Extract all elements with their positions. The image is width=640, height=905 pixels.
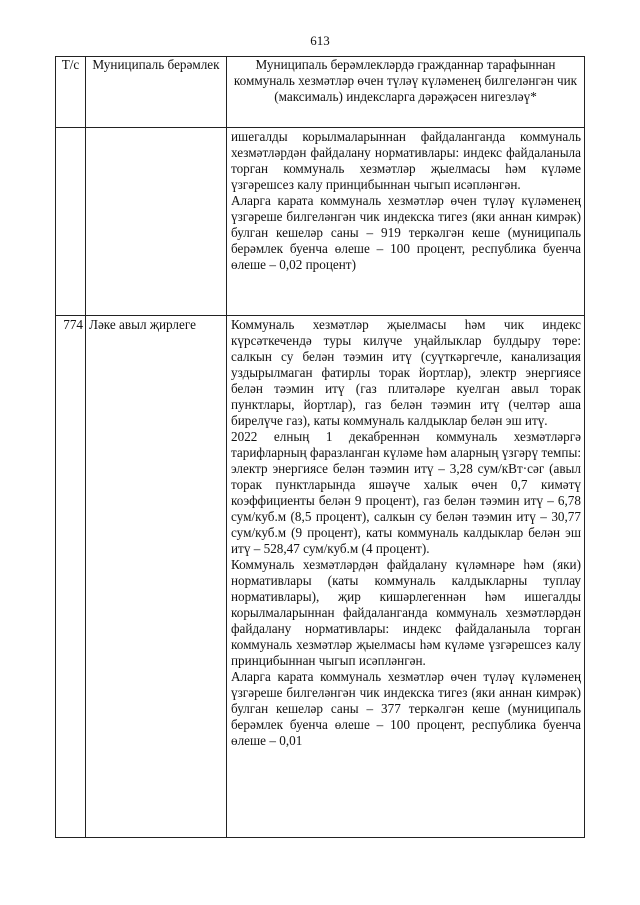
header-municipality: Муниципаль берәмлек [86,57,227,128]
table-row [56,316,585,838]
row-paragraph: Коммуналь хезмәтләрдән файдалану күләмнәре һәм (яки) нормативлары (каты коммуналь калдыкларны туплау нормативлары), җир кишәрлегеннән һәм ишегалды корылмаларыннан файдаланганда коммуналь хезмәтләрдән файдалану нормативлары: индекс файдаланыла торган коммуналь хезмәтләр җыелмасы һәм күләме үзгәрешсез калу принцибыннан чыгып исәпләнгән. [231,557,581,668]
table-row [56,128,585,316]
row-number: 774 [56,316,86,838]
index-table [55,56,585,838]
row-paragraph: 2022 елның 1 декабреннән коммуналь хезмәтләргә тарифларның фаразланган күләме һәм аларның үзгәрү темпы: электр энергиясе белән тәэмин итү – 3,28 сум/кВт·сәг (авыл торак пунктларында яшәүче халык өчен 0,7 кимәтү коэффициенты белән 9 процент), газ белән тәэмин итү – 6,78 сум/куб.м (8,5 процент), салкын су белән тәэмин итү – 30,77 сум/куб.м (9 процент), каты коммуналь калдыклар белән эш итү – 528,47 сум/куб.м (4 процент). [231,429,581,556]
header-description: Муниципаль берәмлекләрдә гражданнар тарафыннан коммуналь хезмәтләр өчен түләү күләменең билгеләнгән чик (максималь) индексларга дәрәҗәсен нигезләү* [227,57,585,128]
row-number [56,128,86,316]
row-paragraph: ишегалды корылмаларыннан файдаланганда коммуналь хезмәтләрдән файдалану нормативлары: индекс файдаланыла торган коммуналь хезмәтләр җыелмасы һәм күләме үзгәрешсез калу принцибыннан чыгып исәпләнгән. [231,129,581,192]
row-paragraph: Аларга карата коммуналь хезмәтләр өчен түләү күләменең үзгәреше билгеләнгән чик индекска тигез (яки аннан кимрәк) булган кешеләр саны – 919 теркәлгән кеше (муниципаль берәмлек буенча өлеше – 100 процент, республика буенча өлеше – 0,02 процент) [231,193,581,272]
row-paragraph: Аларга карата коммуналь хезмәтләр өчен түләү күләменең үзгәреше билгеләнгән чик индекска тигез (яки аннан кимрәк) булган кешеләр саны – 377 теркәлгән кеше (муниципаль берәмлек буенча өлеше – 100 процент, республика буенча өлеше – 0,01 [231,669,581,748]
row-paragraph: Коммуналь хезмәтләр җыелмасы һәм чик индекс күрсәткечендә туры килүче уңайлыклар булдыру төре: салкын су белән тәэмин итү (суүткәргечле, канализация уздырылмаган фатирлы торак йортлар), электр энергиясе белән тәэмин итү (газ плитәләре куелган авыл торак пунктлары, йортлар), газ белән тәэмин итү (челтәр аша бирелүче газ), каты коммуналь калдыклар белән эш итү. [231,317,581,428]
table-header-row [56,57,585,128]
page-number: 613 [310,33,330,48]
row-description [227,316,585,838]
row-description [227,128,585,316]
row-municipality: Ләке авыл җирлеге [86,316,227,838]
header-num: Т/с [56,57,86,128]
row-municipality [86,128,227,316]
